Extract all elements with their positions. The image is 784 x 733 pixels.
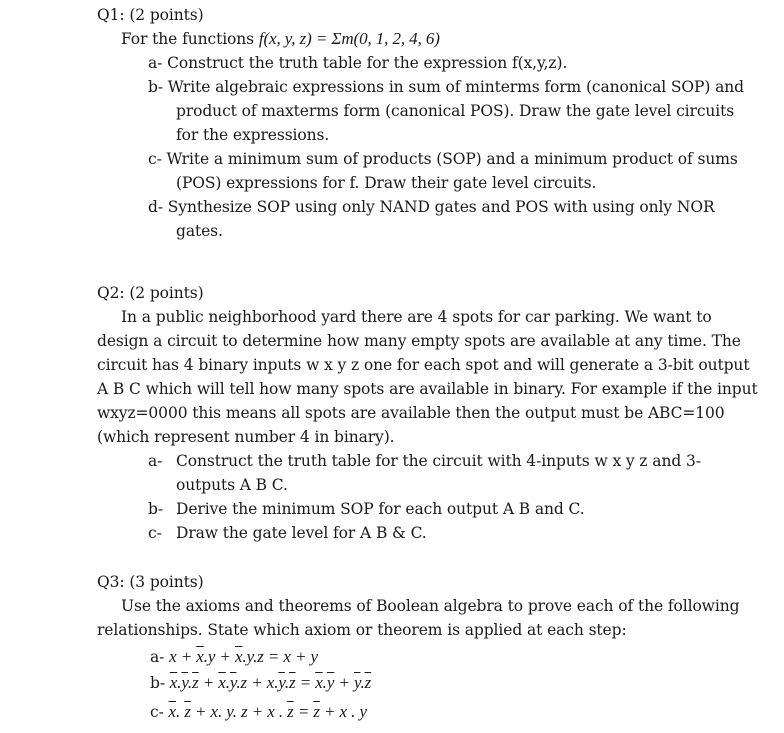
q3-heading: Q3: (3 points) [97, 573, 204, 591]
q1-part-b-line3: for the expressions. [176, 126, 330, 144]
q2-part-b: Derive the minimum SOP for each output A B and C. [176, 500, 585, 518]
q3-part-a [150, 647, 318, 667]
q1-heading: Q1: (2 points) [97, 6, 204, 24]
q2-part-a-label: a- [148, 452, 163, 470]
q1-part-b-line1: b- Write algebraic expressions in sum of minterms form (canonical SOP) and [148, 78, 744, 96]
q3-part-a-label: a- [150, 648, 165, 666]
q3-part-a-expression: $x + \overline{x}.y + \overline{x}.y.z = x + y$ [169, 647, 318, 666]
q1-part-c-line2: (POS) expressions for f. Draw their gate level circuits. [176, 174, 597, 192]
q3-part-c-label: c- [150, 703, 164, 721]
q2-paragraph-line6: (which represent number 4 in binary). [97, 428, 395, 446]
q1-function-expression: f(x, y, z) = Σm(0, 1, 2, 4, 6) [258, 29, 440, 48]
q3-part-b-label: b- [150, 674, 165, 692]
q3-part-b [150, 673, 371, 693]
q1-part-d-line1: d- Synthesize SOP using only NAND gates and POS with using only NOR [148, 198, 715, 216]
q3-paragraph-line1: Use the axioms and theorems of Boolean algebra to prove each of the following [121, 597, 740, 615]
q2-paragraph-line1: In a public neighborhood yard there are 4 spots for car parking. We want to [121, 308, 712, 326]
q1-part-c-line1: c- Write a minimum sum of products (SOP) and a minimum product of sums [148, 150, 738, 168]
q1-part-a: a- Construct the truth table for the expression f(x,y,z). [148, 54, 568, 72]
q1-part-d-line2: gates. [176, 222, 223, 240]
q1-intro [121, 29, 440, 49]
q1-intro-text: For the functions [121, 30, 259, 48]
q2-paragraph-line2: design a circuit to determine how many empty spots are available at any time. The [97, 332, 741, 350]
q3-part-c-expression: $\overline{x}$. $\overline{z} + x$. y. z + x . $\overline{z} = \overline{z} + x$ . y [168, 702, 367, 721]
q3-paragraph-line2: relationships. State which axiom or theorem is applied at each step: [97, 621, 627, 639]
q3-part-c [150, 702, 367, 722]
q2-heading: Q2: (2 points) [97, 284, 204, 302]
q2-paragraph-line3: circuit has 4 binary inputs w x y z one for each spot and will generate a 3-bit output [97, 356, 750, 374]
q1-part-b-line2: product of maxterms form (canonical POS). Draw the gate level circuits [176, 102, 735, 120]
q3-part-b-expression: $\overline{x}.\overline{y}.\overline{z} + \overline{x}.\overline{y}.z + x.\overline{y}.\overline{z} = \overline{x}.\overline{y} + \overline{y}.\overline{z}$ [169, 673, 372, 692]
q2-paragraph-line5: wxyz=0000 this means all spots are available then the output must be ABC=100 [97, 404, 725, 422]
q2-part-b-label: b- [148, 500, 163, 518]
q2-paragraph-line4: A B C which will tell how many spots are available in binary. For example if the input [97, 380, 758, 398]
q2-part-a-line2: outputs A B C. [176, 476, 288, 494]
q2-part-c-label: c- [148, 524, 162, 542]
q2-part-c: Draw the gate level for A B & C. [176, 524, 427, 542]
q2-part-a-line1: Construct the truth table for the circuit with 4-inputs w x y z and 3- [176, 452, 701, 470]
